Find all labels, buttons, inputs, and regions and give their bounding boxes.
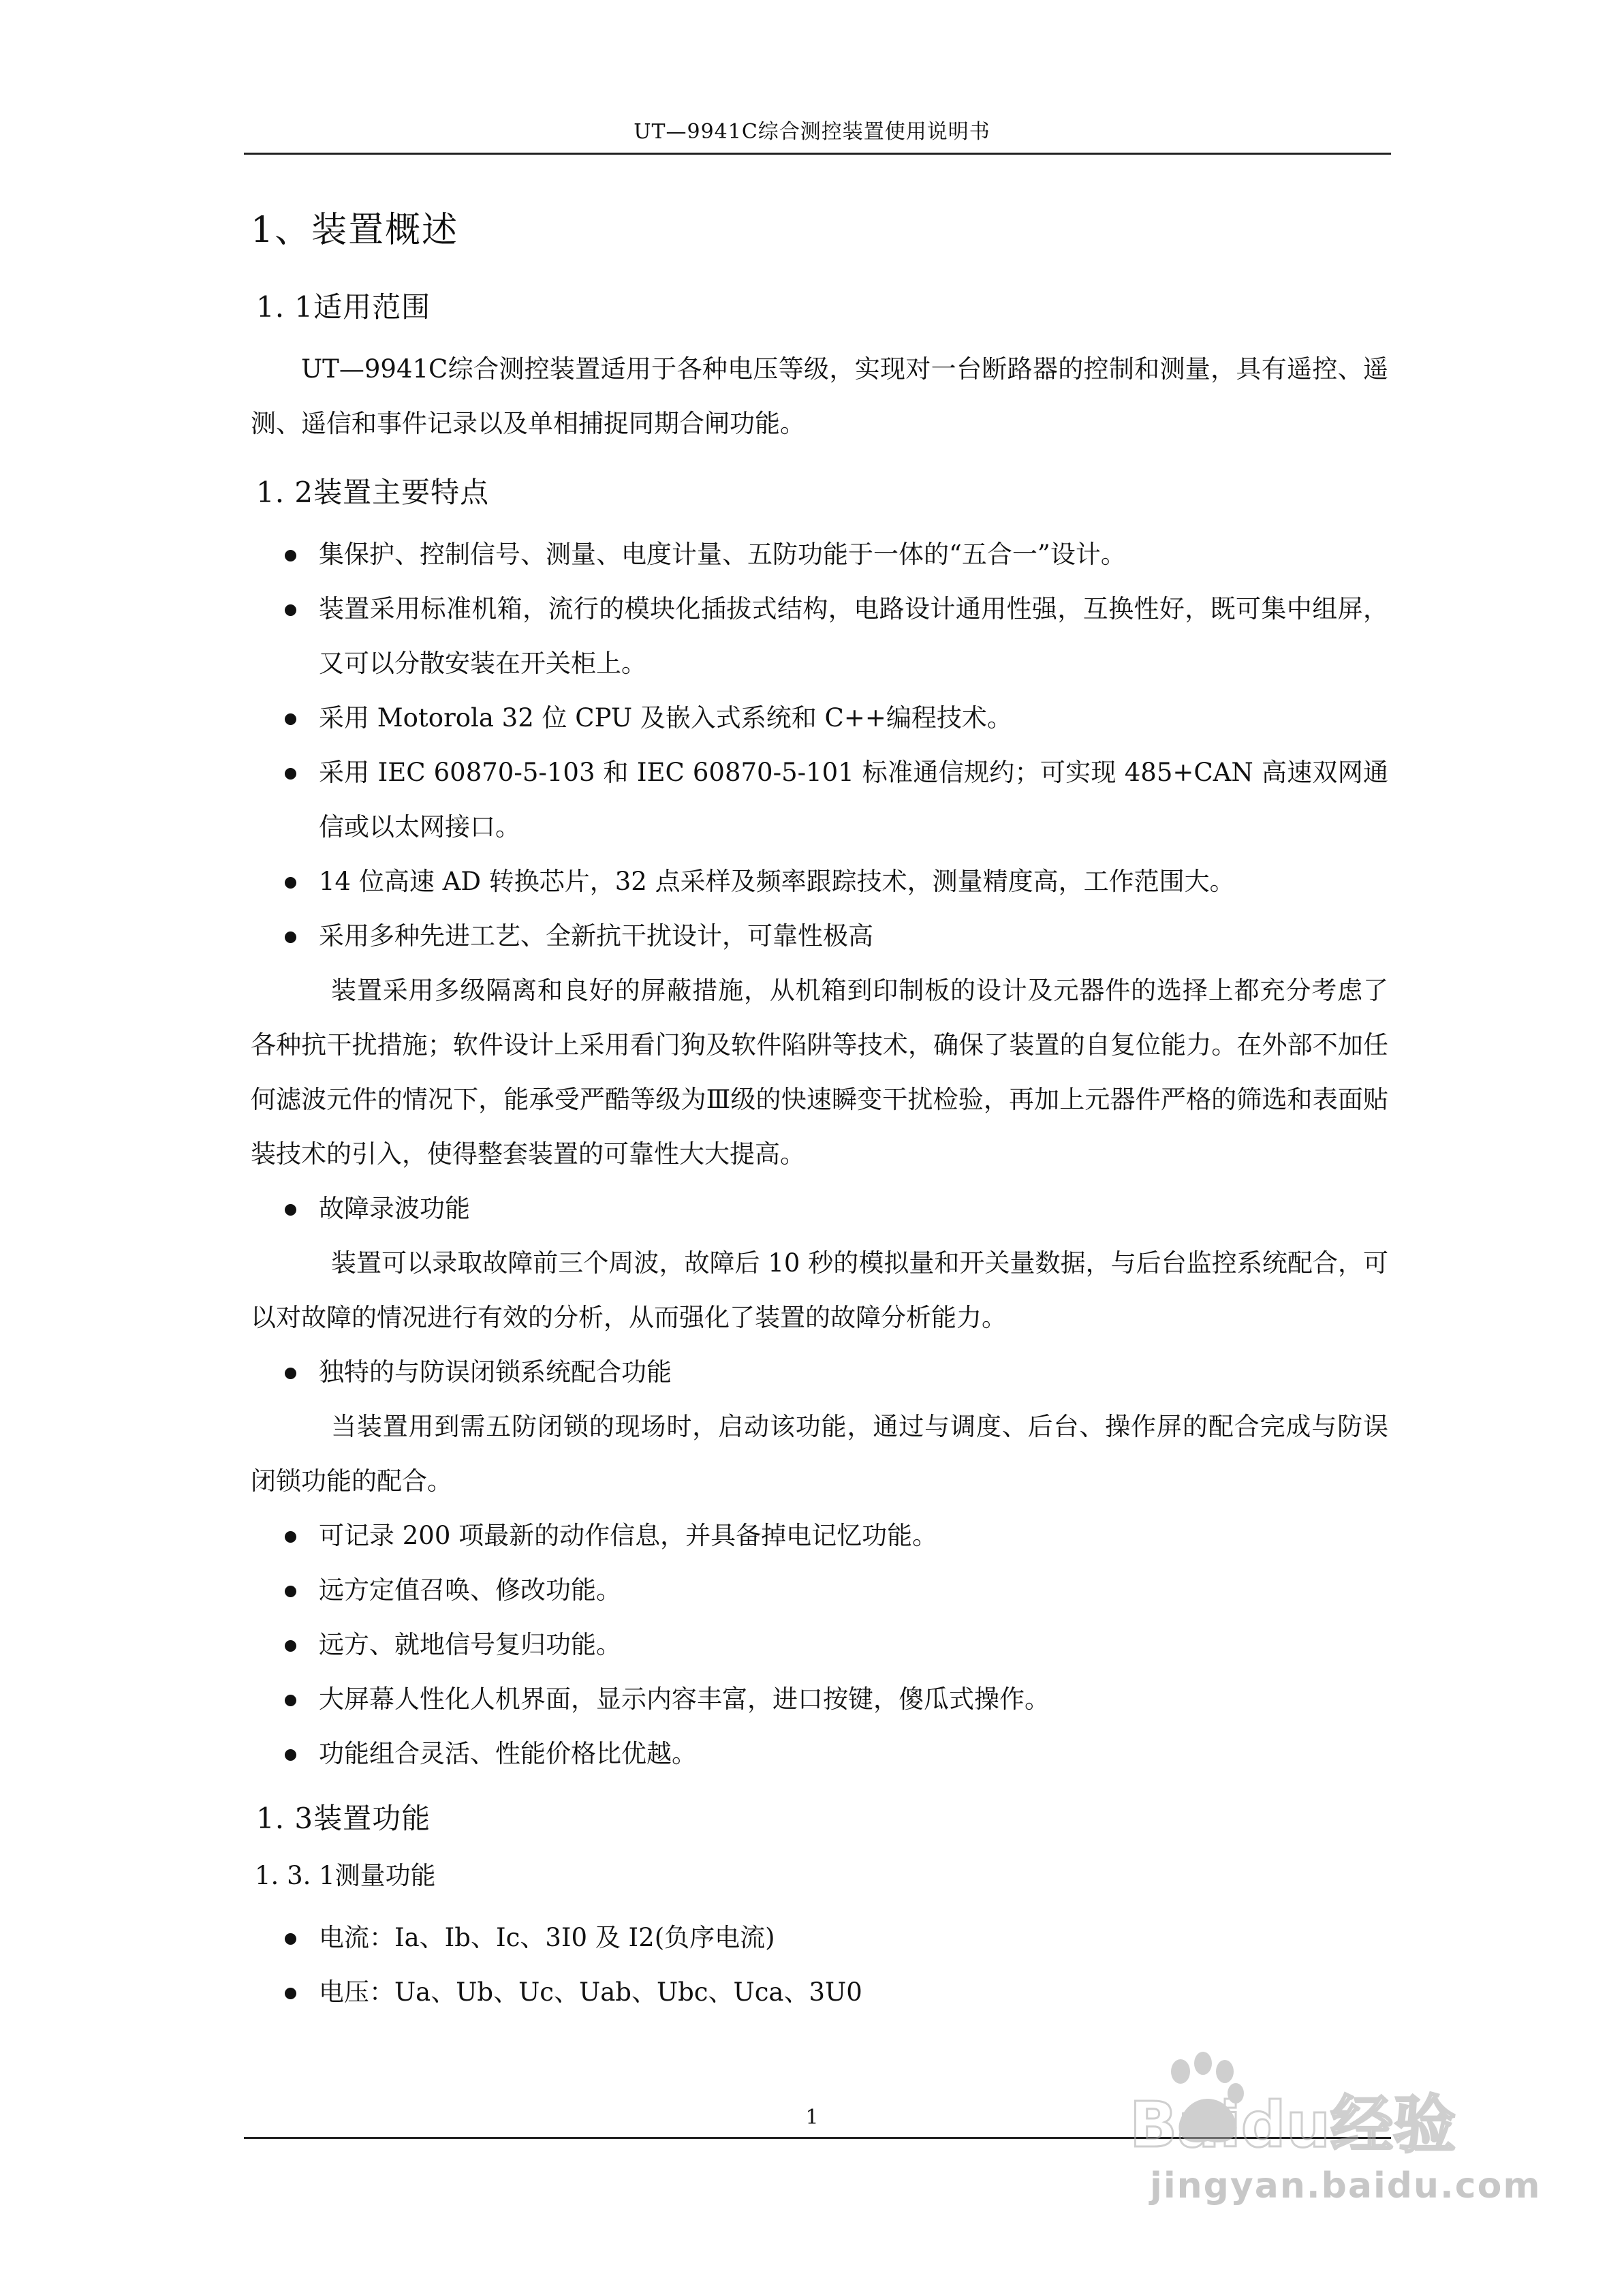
subsection-heading-measurement: 1. 3. 1测量功能 [255,1861,436,1890]
list-item: 14 位高速 AD 转换芯片，32 点采样及频率跟踪技术，测量精度高，工作范围大。 [251,854,1388,909]
list-item: 可记录 200 项最新的动作信息，并具备掉电记忆功能。 [251,1509,1388,1563]
anti-interference-paragraph: 装置采用多级隔离和良好的屏蔽措施，从机箱到印制板的设计及元器件的选择上都充分考虑了各种抗干扰措施；软件设计上采用看门狗及软件陷阱等技术，确保了装置的自复位能力。在外部不加任何滤波元件的情况下，能承受严酷等级为Ⅲ级的快速瞬变干扰检验，再加上元器件严格的筛选和表面贴装技术的引入，使得整套装置的可靠性大大提高。 [251,976,1388,1169]
list-item: 故障录波功能 [251,1182,1388,1236]
bullet-icon [285,1640,296,1652]
baidu-logo-text: Baidu经验 [1129,2089,1456,2161]
page-content [251,202,1388,2020]
header-rule [244,153,1391,155]
list-item: 采用 Motorola 32 位 CPU 及嵌入式系统和 C++编程技术。 [251,691,1388,745]
page-number: 1 [805,2106,819,2129]
bullet-icon [285,877,296,889]
feature-list-more [251,1509,1388,1781]
list-item: 集保护、控制信号、测量、电度计量、五防功能于一体的“五合一”设计。 [251,527,1388,582]
watermark-url: jingyan.baidu.com [1150,2166,1542,2206]
running-header-title: UT—9941C综合测控装置使用说明书 [634,120,990,144]
bullet-icon [285,1695,296,1706]
list-item: 大屏幕人性化人机界面，显示内容丰富，进口按键，傻瓜式操作。 [251,1672,1388,1727]
baidu-logo-icon [1116,2044,1456,2167]
section-heading-scope: 1. 1适用范围 [256,290,431,324]
list-item: 电压：Ua、Ub、Uc、Uab、Ubc、Uca、3U0 [251,1965,1388,2020]
section-heading-functions: 1. 3装置功能 [256,1802,431,1835]
list-item: 采用多种先进工艺、全新抗干扰设计，可靠性极高 [251,909,1388,964]
bullet-icon [285,1749,296,1761]
bullet-icon [285,604,296,616]
feature-list-fault [251,1182,1388,1236]
feature-list [251,527,1388,964]
section-heading-overview: 1、装置概述 [251,210,459,251]
list-item: 装置采用标准机箱，流行的模块化插拔式结构，电路设计通用性强，互换性好，既可集中组屏，又可以分散安装在开关柜上。 [251,582,1388,691]
bullet-icon [285,1368,296,1379]
bullet-icon [285,1586,296,1597]
interlock-paragraph: 当装置用到需五防闭锁的现场时，启动该功能，通过与调度、后台、操作屏的配合完成与防误闭锁功能的配合。 [251,1412,1388,1496]
bullet-icon [285,713,296,725]
baidu-jingyan-watermark [1116,2044,1542,2221]
list-item: 独特的与防误闭锁系统配合功能 [251,1345,1388,1400]
list-item: 功能组合灵活、性能价格比优越。 [251,1727,1388,1781]
bullet-icon [285,1933,296,1945]
measurement-list [251,1911,1388,2020]
list-item: 远方、就地信号复归功能。 [251,1618,1388,1672]
scope-paragraph: UT—9941C综合测控装置适用于各种电压等级，实现对一台断路器的控制和测量，具有遥控、遥测、遥信和事件记录以及单相捕捉同期合闸功能。 [251,354,1388,438]
fault-recording-paragraph: 装置可以录取故障前三个周波，故障后 10 秒的模拟量和开关量数据，与后台监控系统配合，可以对故障的情况进行有效的分析，从而强化了装置的故障分析能力。 [251,1248,1388,1332]
list-item: 电流：Ia、Ib、Ic、3I0 及 I2(负序电流) [251,1911,1388,1965]
feature-list-interlock [251,1345,1388,1400]
bullet-icon [285,768,296,780]
list-item: 采用 IEC 60870-5-103 和 IEC 60870-5-101 标准通信规约；可实现 485+CAN 高速双网通信或以太网接口。 [251,745,1388,854]
bullet-icon [285,1988,296,1999]
bullet-icon [285,1204,296,1216]
list-item: 远方定值召唤、修改功能。 [251,1563,1388,1618]
section-heading-features: 1. 2装置主要特点 [256,476,490,509]
bullet-icon [285,1531,296,1543]
bullet-icon [285,550,296,561]
bullet-icon [285,931,296,943]
